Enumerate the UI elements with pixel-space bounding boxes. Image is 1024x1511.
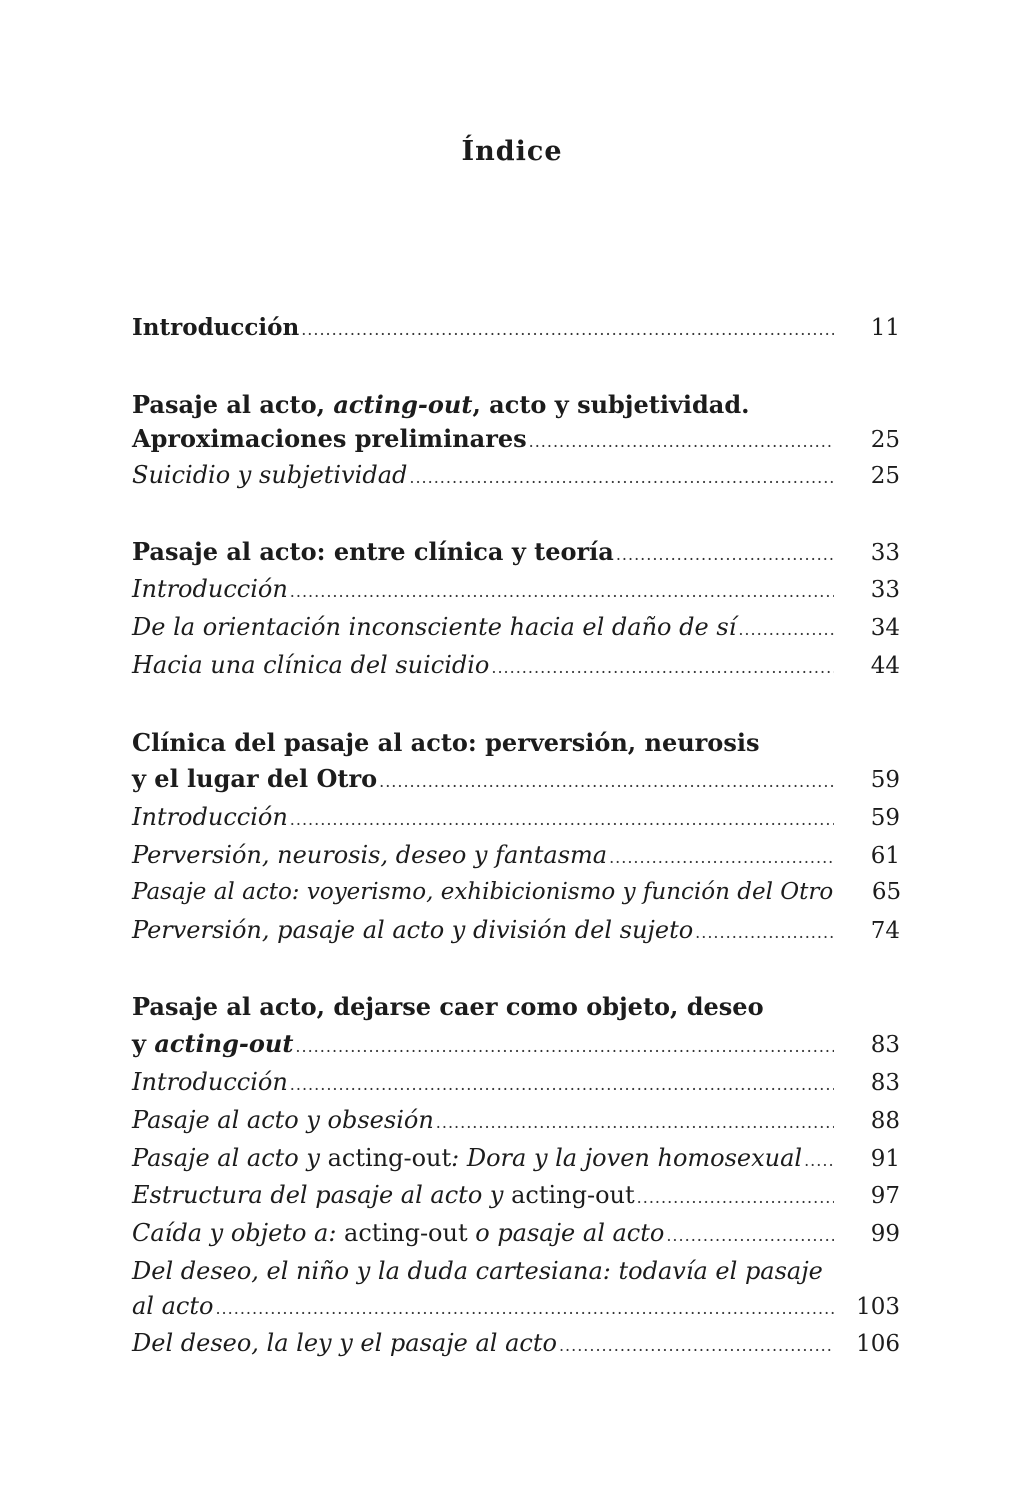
toc-entry-duda-cartesiana[interactable] — [132, 1289, 900, 1323]
toc-page-number: 103 — [856, 1294, 900, 1320]
toc-entry-label: Pasaje al acto: voyerismo, exhibicionismo y función del Otro — [132, 879, 834, 905]
toc-entry-caida-objeto[interactable] — [132, 1216, 900, 1250]
toc-entry-perversion-neurosis[interactable] — [132, 838, 900, 872]
toc-page-number: 97 — [870, 1183, 900, 1209]
toc-entry-lugar-otro[interactable] — [132, 762, 900, 796]
dot-leader — [491, 651, 834, 685]
toc-label-part: Caída y objeto a: — [132, 1219, 345, 1247]
toc-page-number: 25 — [870, 463, 900, 489]
toc-entry-introduccion[interactable] — [132, 311, 900, 345]
toc-entry-suicidio[interactable] — [132, 458, 900, 492]
toc-page-number: 106 — [856, 1331, 900, 1357]
table-of-contents — [132, 0, 900, 1511]
toc-entry-orientacion[interactable] — [132, 610, 900, 644]
toc-entry-label: Introducción — [132, 314, 300, 341]
dot-leader — [290, 1068, 834, 1102]
dot-leader — [637, 1181, 834, 1215]
toc-entry-label: Perversión, neurosis, deseo y fantasma — [132, 841, 608, 869]
toc-entry-label: Introducción — [132, 575, 288, 603]
toc-entry-label: Introducción — [132, 803, 288, 831]
toc-entry-label: Hacia una clínica del suicidio — [132, 651, 490, 679]
dot-leader — [290, 575, 834, 609]
toc-label-part: y — [132, 1029, 155, 1058]
dot-leader — [559, 1329, 834, 1363]
toc-entry-acting-out[interactable] — [132, 1027, 900, 1061]
toc-entry-voyerismo[interactable] — [132, 875, 900, 909]
page-title: Índice — [461, 136, 563, 167]
toc-section-heading-4: Pasaje al acto, dejarse caer como objeto, deseo — [132, 992, 764, 1021]
toc-entry-label: Suicidio y subjetividad — [132, 461, 408, 489]
dot-leader — [379, 765, 834, 799]
toc-page-number: 88 — [870, 1108, 900, 1134]
toc-entry-clinica-suicidio[interactable] — [132, 648, 900, 682]
toc-entry-division-sujeto[interactable] — [132, 913, 900, 947]
toc-page-number: 83 — [870, 1070, 900, 1096]
toc-page-number: 34 — [870, 615, 900, 641]
toc-entry-label: Pasaje al acto: entre clínica y teoría — [132, 537, 614, 566]
toc-entry-estructura[interactable] — [132, 1178, 900, 1212]
toc-entry-label: al acto — [132, 1292, 214, 1320]
toc-entry-label — [132, 1178, 635, 1212]
dot-leader — [738, 613, 834, 647]
toc-page-number: 74 — [870, 918, 900, 944]
toc-page-number: 59 — [870, 805, 900, 831]
toc-entry-deseo-ley[interactable] — [132, 1326, 900, 1360]
dot-leader — [290, 803, 834, 837]
toc-label-part-roman: acting-out — [327, 1144, 452, 1172]
toc-page-number: 65 — [871, 879, 902, 905]
toc-page-number: 33 — [870, 540, 900, 566]
dot-leader — [666, 1219, 834, 1253]
toc-entry-label: De la orientación inconsciente hacia el daño de sí — [132, 613, 737, 641]
toc-entry-obsesion[interactable] — [132, 1103, 900, 1137]
toc-section-heading-1 — [132, 388, 900, 422]
toc-heading-text: , acto y subjetividad. — [472, 390, 750, 419]
dot-leader — [616, 538, 834, 572]
toc-label-part-roman: acting-out — [344, 1219, 468, 1247]
dot-leader — [409, 461, 834, 495]
toc-entry-label — [132, 1141, 802, 1175]
toc-entry-duda-cartesiana-line1: Del deseo, el niño y la duda cartesiana: todavía el pasaje — [132, 1257, 823, 1285]
toc-entry-label: y el lugar del Otro — [132, 764, 378, 793]
toc-entry-label: Perversión, pasaje al acto y división del sujeto — [132, 916, 694, 944]
dot-leader — [804, 1144, 834, 1178]
toc-entry-label: Aproximaciones preliminares — [132, 424, 527, 453]
toc-page-number: 83 — [870, 1032, 900, 1058]
toc-entry-label — [132, 1216, 664, 1250]
toc-entry-label: Del deseo, la ley y el pasaje al acto — [132, 1329, 557, 1357]
dot-leader — [529, 425, 834, 459]
toc-page-number: 99 — [870, 1221, 900, 1247]
toc-page-number: 61 — [870, 843, 900, 869]
toc-page-number: 44 — [870, 653, 900, 679]
toc-page-number: 59 — [870, 767, 900, 793]
toc-entry-label — [132, 1027, 293, 1061]
toc-entry-dora[interactable] — [132, 1141, 900, 1175]
toc-page-number: 11 — [870, 315, 900, 341]
toc-entry-introduccion-4[interactable] — [132, 1065, 900, 1099]
dot-leader — [436, 1106, 834, 1140]
toc-section-heading-3: Clínica del pasaje al acto: perversión, neurosis — [132, 728, 760, 757]
toc-label-part-roman: acting-out — [511, 1181, 635, 1209]
dot-leader — [695, 916, 834, 950]
toc-entry-aproximaciones[interactable] — [132, 422, 900, 456]
toc-entry-introduccion-3[interactable] — [132, 800, 900, 834]
toc-heading-text-italic: acting-out — [333, 390, 473, 419]
toc-entry-label: Pasaje al acto y obsesión — [132, 1106, 434, 1134]
dot-leader — [215, 1292, 834, 1326]
toc-heading-text: Pasaje al acto, — [132, 390, 334, 419]
dot-leader — [301, 313, 834, 347]
toc-page-number: 33 — [870, 577, 900, 603]
toc-label-part: : Dora y la joven homosexual — [451, 1144, 803, 1172]
toc-page-number: 25 — [870, 427, 900, 453]
toc-entry-entre-clinica[interactable] — [132, 535, 900, 569]
toc-entry-introduccion-2[interactable] — [132, 572, 900, 606]
toc-label-part: Pasaje al acto y — [132, 1144, 328, 1172]
toc-label-part: o pasaje al acto — [467, 1219, 665, 1247]
toc-entry-label: Introducción — [132, 1068, 288, 1096]
toc-page-number: 91 — [870, 1146, 900, 1172]
toc-label-part: Estructura del pasaje al acto y — [132, 1181, 512, 1209]
toc-label-part-italic: acting-out — [154, 1029, 294, 1058]
dot-leader — [295, 1030, 834, 1064]
dot-leader — [609, 841, 834, 875]
